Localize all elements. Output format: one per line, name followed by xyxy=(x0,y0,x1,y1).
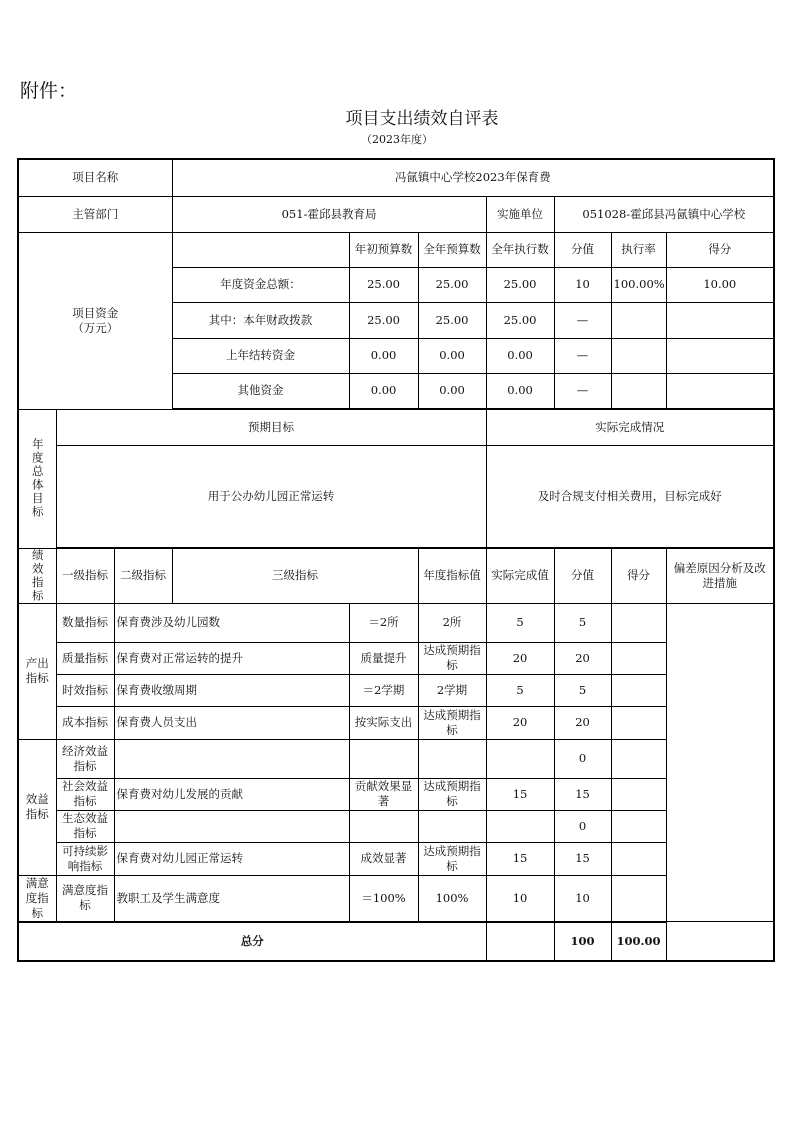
fund-value: 0.00 xyxy=(349,373,418,409)
got-value: 0 xyxy=(554,739,611,778)
got-value: 15 xyxy=(554,778,611,810)
level2-indicator: 数量指标 xyxy=(56,603,114,642)
fund-value: 0.00 xyxy=(486,338,554,373)
fund-value: 25.00 xyxy=(486,267,554,302)
fund-score: 10 xyxy=(554,267,611,302)
actual-value: 100% xyxy=(418,875,486,922)
actual-value: 达成预期指标 xyxy=(418,706,486,739)
table-row xyxy=(18,810,774,842)
table-row xyxy=(18,548,774,603)
total-label: 总分 xyxy=(18,922,486,961)
blank-cell xyxy=(666,922,774,961)
blank-cell xyxy=(172,232,349,267)
blank-cell xyxy=(666,338,774,373)
target-value: ＝2学期 xyxy=(349,674,418,706)
level3-indicator: 保育费对幼儿园正常运转 xyxy=(114,842,349,875)
header-cell: 实际完成值 xyxy=(486,548,554,603)
score-value xyxy=(486,739,554,778)
dept-label: 主管部门 xyxy=(18,196,172,232)
got-value: 15 xyxy=(554,842,611,875)
header-cell: 全年预算数 xyxy=(418,232,486,267)
fund-value: 0.00 xyxy=(418,338,486,373)
funds-label xyxy=(18,232,172,409)
funds-label-text: 项目资金 xyxy=(72,305,119,320)
blank-cell xyxy=(611,302,666,338)
level2-indicator: 社会效益指标 xyxy=(56,778,114,810)
blank-cell xyxy=(611,338,666,373)
fund-value: 25.00 xyxy=(418,267,486,302)
fund-value: 25.00 xyxy=(418,302,486,338)
page-title: 项目支出绩效自评表 xyxy=(345,109,499,129)
table-row xyxy=(18,642,774,674)
fund-value: 25.00 xyxy=(349,267,418,302)
level2-indicator: 成本指标 xyxy=(56,706,114,739)
got-value: 0 xyxy=(554,810,611,842)
level1-indicator: 效益指标 xyxy=(18,739,56,875)
unit-value: 051028-霍邱县冯氤镇中心学校 xyxy=(554,196,774,232)
attachment-label: 附件： xyxy=(20,80,78,102)
got-value: 5 xyxy=(554,603,611,642)
funds-unit: （万元） xyxy=(72,320,119,335)
blank-cell xyxy=(486,922,554,961)
actual-value xyxy=(418,739,486,778)
fund-value: 0.00 xyxy=(418,373,486,409)
table-row xyxy=(18,706,774,739)
level3-indicator xyxy=(114,739,349,778)
project-name: 冯氤镇中心学校2023年保育费 xyxy=(172,159,774,196)
level1-indicator: 满意度指标 xyxy=(18,875,56,922)
fund-name: 年度资金总额： xyxy=(172,267,349,302)
got-value: 10 xyxy=(554,875,611,922)
fund-value: 0.00 xyxy=(349,338,418,373)
header-cell: 三级指标 xyxy=(172,548,418,603)
unit-label: 实施单位 xyxy=(486,196,554,232)
level3-indicator: 保育费对幼儿发展的贡献 xyxy=(114,778,349,810)
score-value: 5 xyxy=(486,674,554,706)
actual-value: 达成预期指标 xyxy=(418,842,486,875)
header-cell: 得分 xyxy=(611,548,666,603)
table-row xyxy=(18,159,774,196)
header-cell: 偏差原因分析及改进措施 xyxy=(666,548,774,603)
score-value: 15 xyxy=(486,778,554,810)
fund-value: 0.00 xyxy=(486,373,554,409)
table-row xyxy=(18,739,774,778)
table-row xyxy=(18,409,774,445)
score-value: 10 xyxy=(486,875,554,922)
actual-result: 及时合规支付相关费用，目标完成好 xyxy=(486,445,774,548)
level2-indicator: 质量指标 xyxy=(56,642,114,674)
actual-value: 2所 xyxy=(418,603,486,642)
indicators-label: 绩效指标 xyxy=(18,548,56,603)
got-value: 20 xyxy=(554,706,611,739)
deviation-cell xyxy=(611,810,666,842)
blank-cell xyxy=(611,373,666,409)
header-cell: 二级指标 xyxy=(114,548,172,603)
fund-score: — xyxy=(554,302,611,338)
table-row xyxy=(18,232,774,267)
total-got: 100.00 xyxy=(611,922,666,961)
total-row xyxy=(18,922,774,961)
level3-indicator: 教职工及学生满意度 xyxy=(114,875,349,922)
table-row xyxy=(18,196,774,232)
target-value: ＝2所 xyxy=(349,603,418,642)
fund-score: — xyxy=(554,338,611,373)
fund-value: 25.00 xyxy=(349,302,418,338)
fund-score: — xyxy=(554,373,611,409)
expected-label: 预期目标 xyxy=(56,409,486,445)
fund-rate: 100.00% xyxy=(611,267,666,302)
score-value xyxy=(486,810,554,842)
fund-name: 其中：本年财政拨款 xyxy=(172,302,349,338)
table-row xyxy=(18,603,774,642)
header-cell: 分值 xyxy=(554,548,611,603)
score-value: 5 xyxy=(486,603,554,642)
deviation-cell xyxy=(611,674,666,706)
deviation-cell xyxy=(611,875,666,922)
expected-goal: 用于公办幼儿园正常运转 xyxy=(56,445,486,548)
header-cell: 一级指标 xyxy=(56,548,114,603)
page-subtitle: （2023年度） xyxy=(361,133,433,146)
header-cell: 年度指标值 xyxy=(418,548,486,603)
level3-indicator: 保育费涉及幼儿园数 xyxy=(114,603,349,642)
deviation-cell xyxy=(611,842,666,875)
got-value: 20 xyxy=(554,642,611,674)
header-cell: 得分 xyxy=(666,232,774,267)
target-value: ＝100% xyxy=(349,875,418,922)
target-value: 成效显著 xyxy=(349,842,418,875)
level3-indicator: 保育费收缴周期 xyxy=(114,674,349,706)
dept-value: 051-霍邱县教育局 xyxy=(172,196,486,232)
header-cell: 年初预算数 xyxy=(349,232,418,267)
table-row xyxy=(18,674,774,706)
target-value xyxy=(349,739,418,778)
actual-label: 实际完成情况 xyxy=(486,409,774,445)
blank-cell xyxy=(666,302,774,338)
fund-value: 25.00 xyxy=(486,302,554,338)
header-cell: 分值 xyxy=(554,232,611,267)
blank-cell xyxy=(666,373,774,409)
fund-got: 10.00 xyxy=(666,267,774,302)
level2-indicator: 时效指标 xyxy=(56,674,114,706)
goals-label: 年度总体目标 xyxy=(18,409,56,548)
level3-indicator: 保育费对正常运转的提升 xyxy=(114,642,349,674)
deviation-cell xyxy=(611,642,666,674)
level3-indicator: 保育费人员支出 xyxy=(114,706,349,739)
target-value: 质量提升 xyxy=(349,642,418,674)
actual-value: 2学期 xyxy=(418,674,486,706)
actual-value: 达成预期指标 xyxy=(418,778,486,810)
project-name-label: 项目名称 xyxy=(18,159,172,196)
deviation-cell xyxy=(611,706,666,739)
deviation-cell xyxy=(611,603,666,642)
level2-indicator: 生态效益指标 xyxy=(56,810,114,842)
fund-name: 上年结转资金 xyxy=(172,338,349,373)
table-row xyxy=(18,445,774,548)
header-cell: 执行率 xyxy=(611,232,666,267)
score-value: 20 xyxy=(486,706,554,739)
level2-indicator: 可持续影响指标 xyxy=(56,842,114,875)
score-value: 15 xyxy=(486,842,554,875)
level3-indicator xyxy=(114,810,349,842)
target-value: 按实际支出 xyxy=(349,706,418,739)
table-row xyxy=(18,778,774,810)
level2-indicator: 满意度指标 xyxy=(56,875,114,922)
level1-indicator: 产出指标 xyxy=(18,603,56,739)
score-value: 20 xyxy=(486,642,554,674)
total-score: 100 xyxy=(554,922,611,961)
evaluation-table xyxy=(17,158,775,962)
actual-value xyxy=(418,810,486,842)
target-value: 贡献效果显著 xyxy=(349,778,418,810)
target-value xyxy=(349,810,418,842)
table-row xyxy=(18,842,774,875)
fund-name: 其他资金 xyxy=(172,373,349,409)
got-value: 5 xyxy=(554,674,611,706)
deviation-cell xyxy=(611,778,666,810)
level2-indicator: 经济效益指标 xyxy=(56,739,114,778)
header-cell: 全年执行数 xyxy=(486,232,554,267)
deviation-cell xyxy=(611,739,666,778)
table-row xyxy=(18,875,774,922)
actual-value: 达成预期指标 xyxy=(418,642,486,674)
